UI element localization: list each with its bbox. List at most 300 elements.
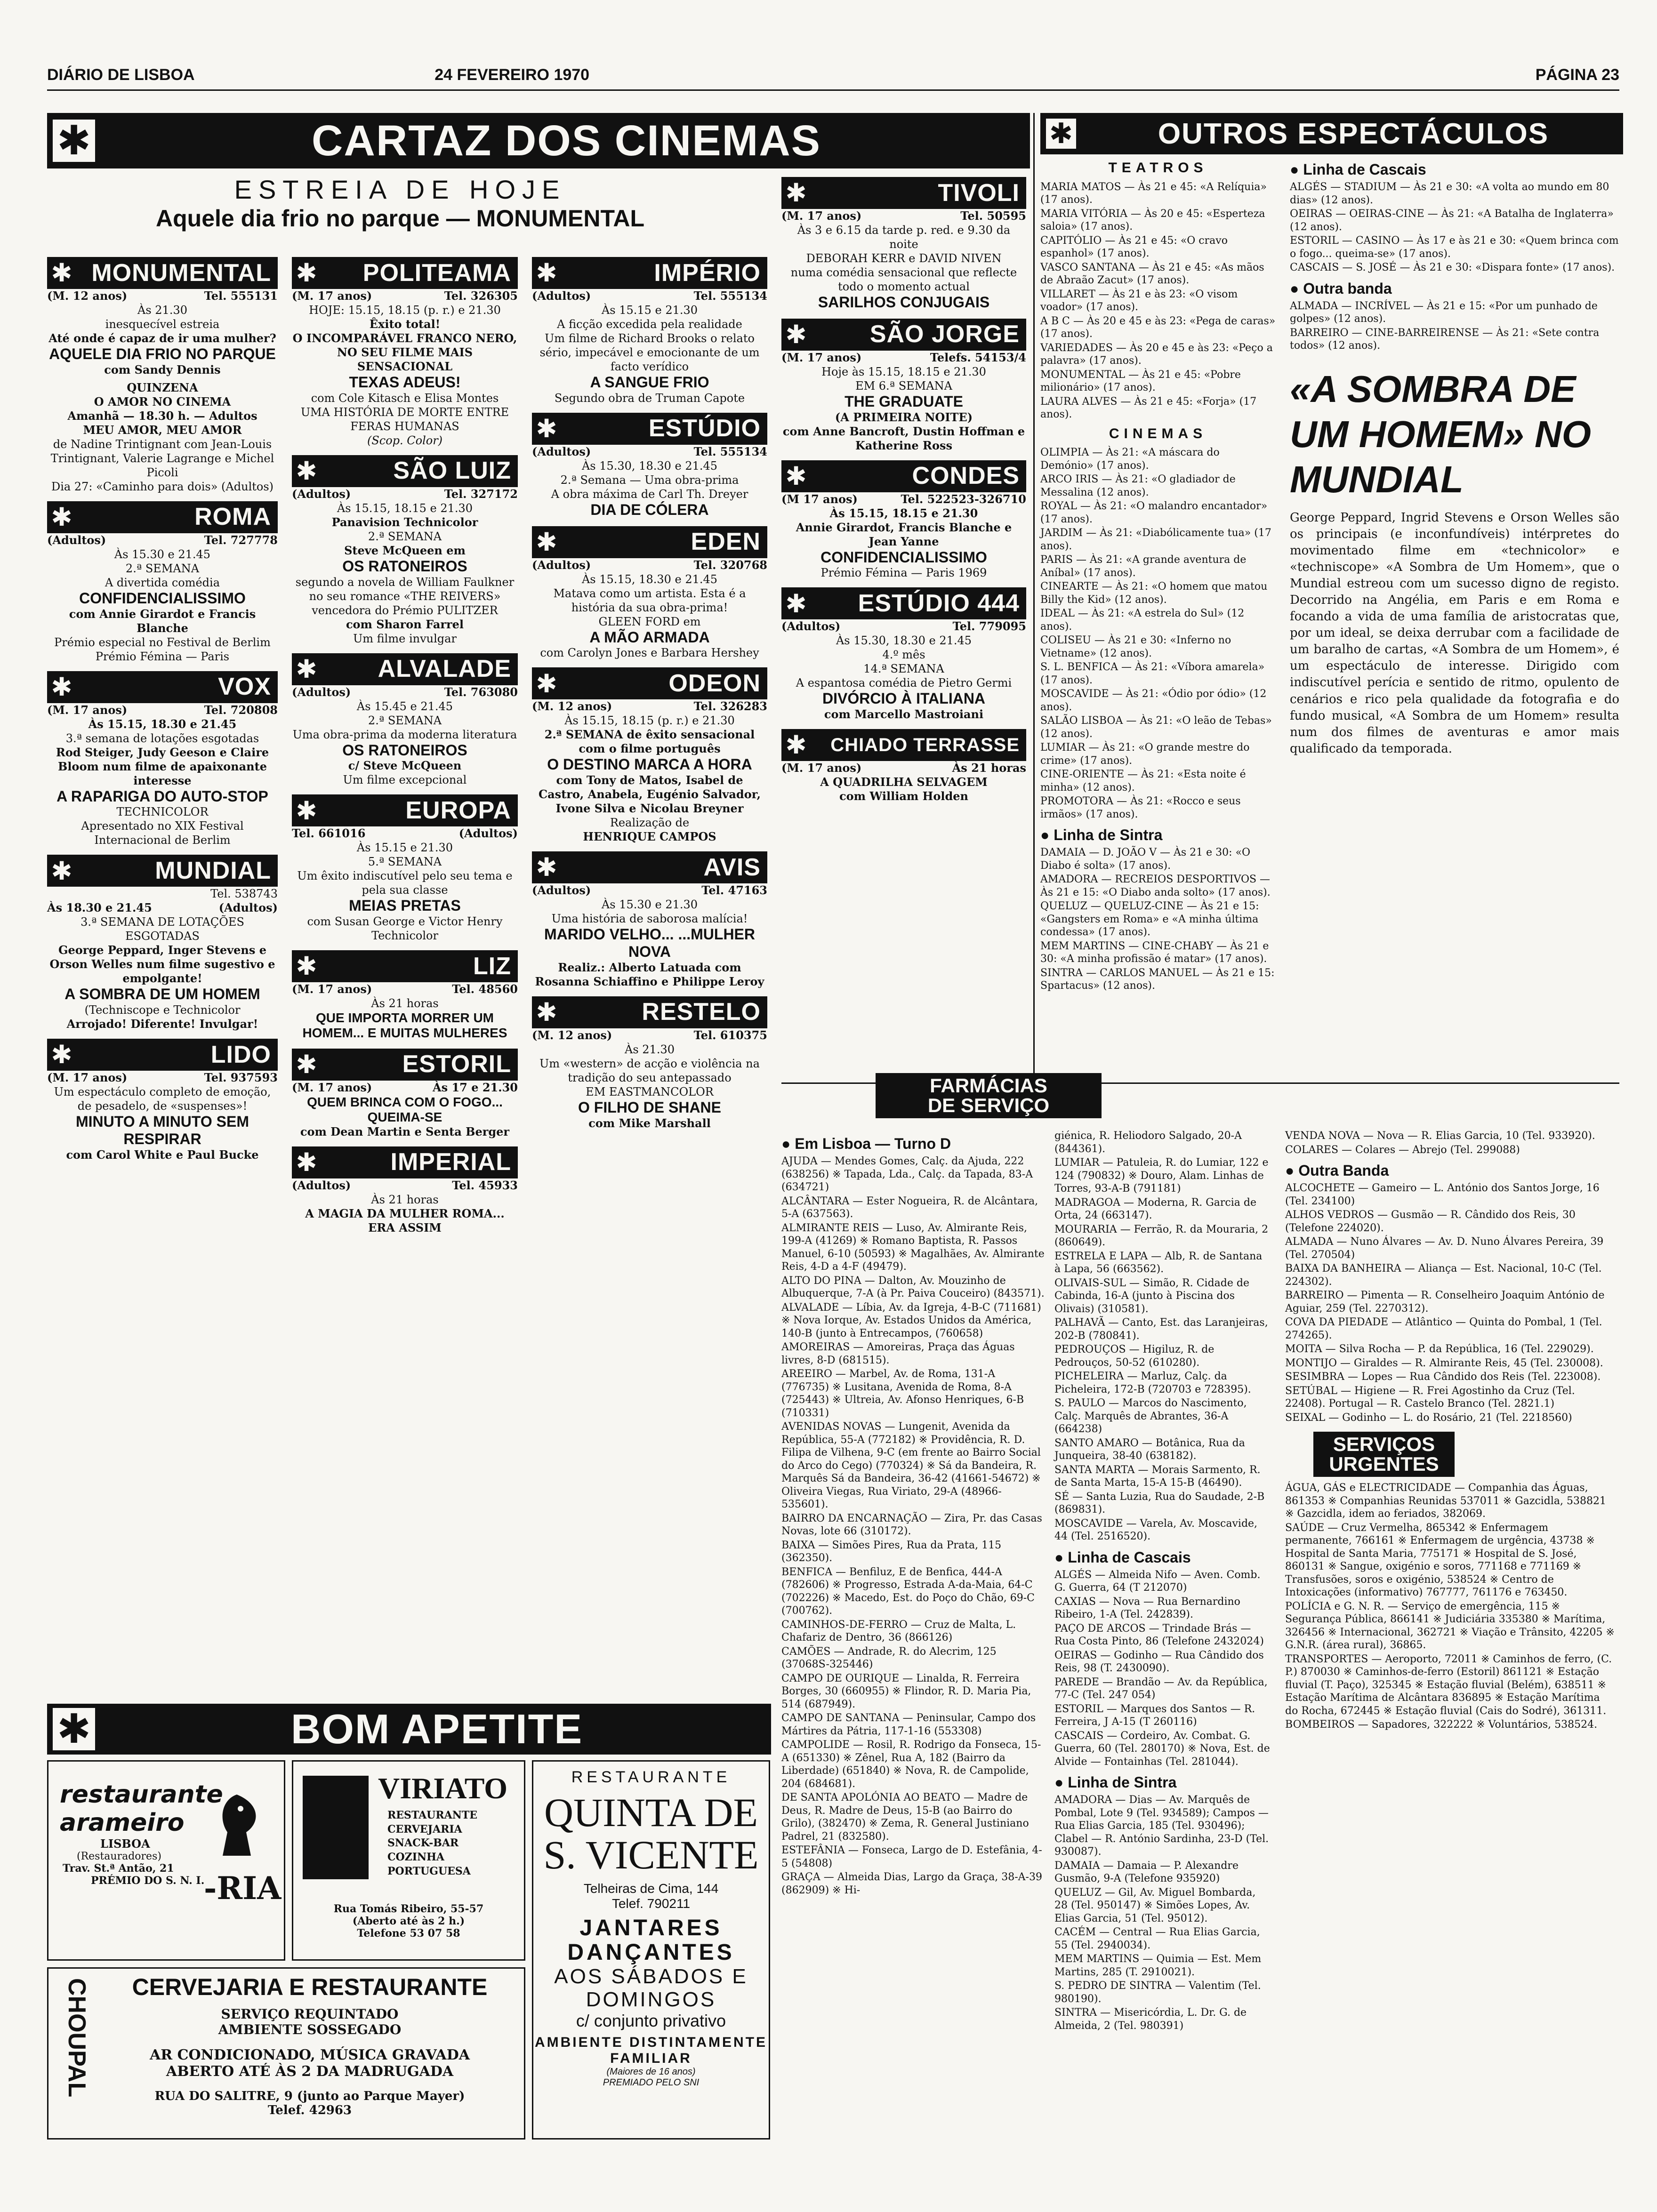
farmacia-entry: SEIXAL — Godinho — L. do Rosário, 21 (Tel. 2218560) <box>1285 1411 1572 1424</box>
film-cast: com Carol White e Paul Bucke <box>66 1147 259 1162</box>
farmacia-entry: CAMPO DE SANTANA — Peninsular, Campo dos Mártires da Pátria, 117-1-16 (553308) <box>781 1712 1036 1737</box>
cinema-meta: (Adultos) Tel. 45933 <box>292 1178 518 1192</box>
outros-banner <box>1040 113 1623 154</box>
film-title: AQUELE DIA FRIO NO PARQUE <box>49 345 276 362</box>
farmacia-entry: giénica, R. Heliodoro Salgado, 20-A (844361). <box>1054 1130 1242 1155</box>
film-cast: Segundo obra de Truman Capote <box>554 391 745 405</box>
cinema-meta: (M. 12 anos) Tel. 555131 <box>47 289 278 303</box>
showtimes: Às 15.15, 18.30 e 21.45 <box>581 572 718 586</box>
farmacia-entry: SINTRA — Misericórdia, L. Dr. G. de Almeida, 2 (Tel. 980391) <box>1054 2007 1247 2032</box>
cinema-entry: DAMAIA — D. JOÃO V — Às 21 e 30: «O Diabo é solta» (17 anos). <box>1040 847 1251 872</box>
farmacia-entry: OLIVAIS-SUL — Simão, R. Cidade de Cabinda, 16-A (junto à Piscina dos Olivais) (310581). <box>1054 1277 1249 1315</box>
estreia-block <box>47 174 753 232</box>
farmacia-entry: SANTO AMARO — Botânica, Rua da Junqueira, 38-40 (638182). <box>1054 1437 1245 1462</box>
cinema-meta: (Adultos) Tel. 555134 <box>532 444 767 458</box>
cinemas-title: CINEMAS <box>1109 425 1207 441</box>
cinema-meta: (M. 17 anos) Às 21 horas <box>781 761 1026 775</box>
note: Realização de <box>610 816 690 830</box>
phone: Tel. 538743 <box>210 887 278 901</box>
note: Um filme excepcional <box>343 773 467 787</box>
showtimes: Às 15.30 e 21.45 <box>114 547 211 561</box>
film-title: A QUADRILHA SELVAGEM <box>820 775 988 789</box>
cinema-header-estoril: ✱ ESTORIL <box>292 1049 518 1081</box>
asterisk-icon: ✱ <box>536 414 557 444</box>
note: Uma história de saborosa malícia! <box>551 912 748 926</box>
film-title: A MAGIA DA MULHER ROMA... ERA ASSIM <box>305 1206 505 1234</box>
linha-cascais-title: ● Linha de Cascais <box>1290 160 1619 179</box>
farmacia-entry: SESIMBRA — Lopes — Rua Cândido dos Reis (Tel. 223008). <box>1285 1371 1601 1383</box>
tagline: inesquecível estreia <box>105 318 220 331</box>
cinema-meta: (Adultos) Tel. 327172 <box>292 487 518 501</box>
outros-title: OUTROS ESPECTÁCULOS <box>1158 117 1549 150</box>
film-title: TEXAS ADEUS! <box>349 374 461 391</box>
servicos-list <box>1285 1482 1615 1731</box>
teatros-list <box>1040 181 1276 421</box>
cinema-meta: (M. 17 anos) Tel. 48560 <box>292 982 518 996</box>
asterisk-icon: ✱ <box>785 320 807 350</box>
note: Um «western» de acção e violência na tradição do seu antepassado <box>539 1057 760 1084</box>
cinema-entry: QUELUZ — QUELUZ-CINE — Às 21 e 15: «Gangsters em Roma» e «A minha última condessa» (17 anos). <box>1040 900 1259 938</box>
cinema-meta: (M 17 anos) Tel. 522523-326710 <box>781 492 1026 506</box>
outra-banda-title: ● Outra banda <box>1290 279 1619 298</box>
cinema-meta: (Adultos) Tel. 320768 <box>532 558 767 572</box>
outros-sintra-list <box>1040 846 1276 993</box>
farmacias-sintra-list <box>1054 1794 1271 2032</box>
servico-entry: POLÍCIA e G. N. R. — Serviço de emergência, 115 ※ Segurança Pública, 866141 ※ Judiciária 335380 ※ Marítima, 326456 ※ Internacional, 362721 ※ Viação e Trânsito, 42205 ※ G.N.R. (área rural), 36865. <box>1285 1600 1615 1651</box>
cinema-entry: CINE-ORIENTE — Às 21: «Esta noite é minha» (12 anos). <box>1040 769 1246 793</box>
bom-apetite-title: BOM APETITE <box>290 1706 583 1752</box>
farmacia-entry: CAXIAS — Nova — Rua Bernardino Ribeiro, 1-A (Tel. 242839). <box>1054 1595 1240 1620</box>
asterisk-icon: ✱ <box>536 527 557 557</box>
cinema-header-europa: ✱ EUROPA <box>292 794 518 826</box>
note: Prémio Fémina — Paris <box>95 649 230 663</box>
outros-cascais-list <box>1290 181 1619 274</box>
ad-cervejaria: CHOUPAL CERVEJARIA E RESTAURANTE SERVIÇO REQUINTADO AMBIENTE SOSSEGADO AR CONDICIONADO, MÚSICA GRAVADA ABERTO ATÉ ÀS 2 DA MADRUGADA RUA DO SALITRE, 9 (junto ao Parque Mayer) Telef. 42963 <box>47 1967 525 2140</box>
cinema-meta: (M. 17 anos) Às 17 e 21.30 <box>292 1080 518 1094</box>
ad-quinta-s-vicente: RESTAURANTE QUINTA DE S. VICENTE Telheiras de Cima, 144 Telef. 790211 JANTARES DANÇANTES AOS SÁBADOS E DOMINGOS c/ conjunto privativo AMBIENTE DISTINTAMENTE FAMILIAR (Maiores de 16 anos) PREMIADO PELO SNI <box>532 1760 770 2140</box>
cinema-entry: CASCAIS — S. JOSÉ — Às 21 e 30: «Dispara fonte» (17 anos). <box>1290 262 1615 273</box>
teatro-entry: MARIA MATOS — Às 21 e 45: «A Relíquia» (17 anos). <box>1040 181 1267 206</box>
farmacia-entry: PICHELEIRA — Marluz, Calç. da Picheleira, 172-B (720703 e 728395). <box>1054 1370 1251 1395</box>
film-title: O DESTINO MARCA A HORA <box>547 756 752 773</box>
film-title: MEIAS PRETAS <box>349 897 461 914</box>
cinema-meta: Tel. 661016 (Adultos) <box>292 826 518 841</box>
outros-banda-list <box>1290 300 1619 353</box>
cinema-header-restelo: ✱ RESTELO <box>532 996 767 1028</box>
film-cast: com William Holden <box>839 789 968 803</box>
film-title: DIA DE CÓLERA <box>590 501 709 518</box>
cinema-header-condes: ✱ CONDES <box>781 460 1026 492</box>
farmacia-entry: S. PEDRO DE SINTRA — Valentim (Tel. 980190). <box>1054 1980 1261 2005</box>
note: 3.ª SEMANA DE LOTAÇÕES ESGOTADAS <box>80 915 244 943</box>
film-title: QUE IMPORTA MORRER UM HOMEM... E MUITAS MULHERES <box>302 1010 507 1041</box>
paper-name: DIÁRIO DE LISBOA <box>47 66 195 84</box>
film-title: OS RATONEIROS <box>342 741 467 759</box>
cinema-header-odeon: ✱ ODEON <box>532 667 767 699</box>
note: Dia 27: «Caminho para dois» (Adultos) <box>51 480 274 493</box>
note: com Sharon Farrel <box>346 617 464 631</box>
cinema-entry: PARIS — Às 21: «A grande aventura de Aníbal» (17 anos). <box>1040 554 1247 579</box>
note: UMA HISTÓRIA DE MORTE ENTRE FERAS HUMANAS <box>300 405 509 433</box>
cinema-meta: (M. 12 anos) Tel. 326283 <box>532 699 767 713</box>
farmacia-entry: MEM MARTINS — Quimia — Est. Mem Martins, 285 (T. 2910021). <box>1054 1953 1262 1978</box>
ad-viriato: VIRIATO RESTAURANTE CERVEJARIA SNACK-BAR COZINHA PORTUGUESA Rua Tomás Ribeiro, 55-57 (Aberto até às 2 h.) Telefone 53 07 58 <box>292 1760 525 1961</box>
farmacia-entry: PEDROUÇOS — Higiluz, R. de Pedrouços, 50-52 (610280). <box>1054 1344 1215 1369</box>
cinema-meta: (Adultos) Tel. 727778 <box>47 533 278 547</box>
showtimes: Às 21.30 <box>625 1042 675 1056</box>
asterisk-icon: ✱ <box>296 456 317 486</box>
farmacia-entry: ALMADA — Nuno Álvares — Av. D. Nuno Álvares Pereira, 39 (Tel. 270504) <box>1285 1236 1604 1261</box>
cinema-entry: MEM MARTINS — CINE-CHABY — Às 21 e 30: «A minha profissão é matar» (17 anos). <box>1040 940 1269 965</box>
cinema-entry: SALÃO LISBOA — Às 21: «O leão de Tebas» (12 anos). <box>1040 715 1272 740</box>
cinema-meta: (M. 12 anos) Tel. 610375 <box>532 1028 767 1042</box>
showtimes: Às 15.15, 18.15 e 21.30 <box>337 501 473 515</box>
article-headline: «A SOMBRA DE UM HOMEM» NO MUNDIAL <box>1290 368 1591 500</box>
page-header <box>47 66 1619 91</box>
cinema-header-imperio: ✱ IMPÉRIO <box>532 257 767 289</box>
cinema-column-2 <box>292 249 518 1235</box>
film-cast: George Peppard, Inger Stevens e Orson Welles num filme sugestivo e empolgante! <box>49 943 275 986</box>
farmacia-entry: CAMPO DE OURIQUE — Linalda, R. Ferreira Borges, 30 (660955) ※ Flindor, R. D. Maria Pia, 514 (687949). <box>781 1672 1031 1710</box>
asterisk-icon: ✱ <box>51 258 72 288</box>
farmacias-cascais-list <box>1054 1569 1271 1769</box>
cinema-header-liz: ✱ LIZ <box>292 950 518 982</box>
outros-right <box>1290 155 1619 757</box>
asterisk-icon: ✱ <box>536 997 557 1027</box>
film-cast: com Anne Bancroft, Dustin Hoffman e Katherine Ross <box>782 424 1025 452</box>
note: segundo a novela de William Faulkner no seu romance «THE REIVERS» <box>295 575 515 603</box>
cinema-meta: (M. 17 anos) Tel. 937593 <box>47 1071 278 1085</box>
farmacia-entry: BAIXA DA BANHEIRA — Aliança — Est. Nacional, 10-C (Tel. 224302). <box>1285 1263 1602 1288</box>
asterisk-icon: ✱ <box>1046 119 1076 149</box>
note: 2.ª SEMANA <box>125 561 200 575</box>
showtimes: Às 15.15, 18.30 e 21.45 <box>88 717 237 731</box>
note: (A PRIMEIRA NOITE) <box>835 410 973 424</box>
farmacia-entry: SANTA MARTA — Morais Sarmento, R. de Santa Marta, 15-A 15-B (46490). <box>1054 1464 1261 1489</box>
note: Prémio especial no Festival de Berlim <box>54 635 271 649</box>
showtimes: Às 15.15 e 21.30 <box>356 841 453 855</box>
cinema-entry: PROMOTORA — Às 21: «Rocco e seus irmãos» (17 anos). <box>1040 795 1241 820</box>
note: 5.ª SEMANA <box>368 855 442 869</box>
note: numa comédia sensacional que reflecte todo o momento actual <box>790 266 1017 293</box>
cinema-entry: ARCO IRIS — Às 21: «O gladiador de Messalina (12 anos). <box>1040 473 1236 498</box>
cinema-header-monumental: ✱ MONUMENTAL <box>47 257 278 289</box>
farmacia-entry: COVA DA PIEDADE — Atlântico — Quinta do Pombal, 1 (Tel. 274265). <box>1285 1316 1602 1341</box>
column-rule <box>1033 113 1035 1082</box>
note: Um filme de Richard Brooks o relato sério, impecável e emocionante de um facto verídico <box>539 332 760 373</box>
rooster-icon <box>204 1790 270 1860</box>
farmacia-entry: ALMIRANTE REIS — Luso, Av. Almirante Reis, 199-A (41269) ※ Romano Baptista, R. Passos Manuel, 6-10 (50593) ※ Magalhães, Av. Almirante Reis, 4-D a 4-F (49479). <box>781 1222 1045 1273</box>
showtimes: Às 15.15 e 21.30 <box>601 304 698 317</box>
farmacia-entry: BAIRRO DA ENCARNAÇÃO — Zira, Pr. das Casas Novas, lote 66 (310172). <box>781 1512 1042 1537</box>
farmacia-entry: AMOREIRAS — Amoreiras, Praça das Águas livres, 8-D (681515). <box>781 1341 1015 1366</box>
farmacia-entry: AVENIDAS NOVAS — Lungenit, Avenida da República, 55-A (772182) ※ Providência, R. D. Filipa de Vilhena, 9-C (em frente ao Bairro Social do Arco do Cego) (770324) ※ Sá da Bandeira, R. Marquês Sá da Bandeira, 36-42 (41661-54672) ※ Oliveira Viegas, Rua Viriato, 29-A (48966-535601). <box>781 1421 1041 1510</box>
bom-apetite-banner <box>47 1704 771 1755</box>
cinema-column-4 <box>781 169 1026 803</box>
note: Apresentado no XIX Festival Internacional de Berlim <box>81 819 244 847</box>
estreia-title: ESTREIA DE HOJE <box>234 175 566 204</box>
farmacia-entry: ALGÉS — Almeida Nifo — Aven. Comb. G. Guerra, 64 (T 212070) <box>1054 1569 1261 1594</box>
estreia-subtitle: Aquele dia frio no parque — MONUMENTAL <box>156 205 644 232</box>
asterisk-icon: ✱ <box>785 730 807 760</box>
showtimes: Hoje às 15.15, 18.15 e 21.30 <box>821 365 986 378</box>
servico-entry: BOMBEIROS — Sapadores, 322222 ※ Voluntários, 538524. <box>1285 1719 1598 1731</box>
turno-title: ● Em Lisboa — Turno D <box>781 1134 1045 1153</box>
film-title: A SOMBRA DE UM HOMEM <box>64 986 260 1003</box>
note: Panavision Technicolor <box>331 515 478 529</box>
note: QUINZENA <box>127 380 198 394</box>
asterisk-icon: ✱ <box>51 1040 72 1070</box>
film-cast: com Tony de Matos, Isabel de Castro, Anabela, Eugénio Salvador, Ivone Silva e Nicolau Breyner <box>539 773 761 816</box>
farmacia-entry: CASCAIS — Cordeiro, Av. Combat. G. Guerra, 60 (Tel. 280170) ※ Nova, Est. de Alvide — Fontainhas (Tel. 281044). <box>1054 1730 1270 1768</box>
showtimes: Às 15.30 e 21.30 <box>601 898 698 912</box>
note: (Scop. Color) <box>367 433 443 447</box>
cinema-meta: (Adultos) Tel. 763080 <box>292 685 518 699</box>
farmacia-entry: ALCÂNTARA — Ester Nogueira, R. de Alcântara, 5-A (637563). <box>781 1195 1038 1220</box>
cinema-meta: (M. 17 anos) Telefs. 54153/4 <box>781 350 1026 364</box>
cinema-header-estudio444: ✱ ESTÚDIO 444 <box>781 587 1026 619</box>
film-title: O FILHO DE SHANE <box>578 1098 721 1116</box>
note: 2.ª Semana — Uma obra-prima <box>560 473 739 487</box>
note: A obra máxima de Carl Th. Dreyer <box>551 487 748 501</box>
showtimes: Às 21 horas <box>371 997 439 1010</box>
note: Um espectáculo completo de emoção, de pesadelo, de «suspenses»! <box>54 1085 271 1113</box>
cinema-meta: (Adultos) Tel. 47163 <box>532 883 767 898</box>
film-cast: com Cole Kitasch e Elisa Montes <box>311 391 499 405</box>
cinema-meta: (Adultos) Tel. 555134 <box>532 289 767 303</box>
farmacia-entry: S. PAULO — Marcos do Nascimento, Calç. Marquês de Abrantes, 36-A (664238) <box>1054 1397 1247 1435</box>
note: 2.ª SEMANA <box>368 529 442 543</box>
cartaz-banner <box>47 113 1030 168</box>
asterisk-icon: ✱ <box>296 1049 317 1079</box>
note: O INCOMPARÁVEL FRANCO NERO, NO SEU FILME MAIS SENSACIONAL <box>292 331 517 373</box>
note: Technicolor <box>371 929 438 943</box>
asterisk-icon: ✱ <box>785 178 807 208</box>
cinema-meta: (M. 17 anos) Tel. 720808 <box>47 703 278 717</box>
film-cast: Annie Girardot, Francis Blanche e Jean Yanne <box>796 520 1012 548</box>
cinema-header-tivoli: ✱ TIVOLI <box>781 177 1026 209</box>
farmacia-entry: CAMÕES — Andrade, R. do Alecrim, 125 (37068S-325446) <box>781 1645 997 1670</box>
servicos-title: SERVIÇOS URGENTES <box>1313 1432 1455 1477</box>
farm-sintra-title: ● Linha de Sintra <box>1054 1773 1271 1792</box>
farmacia-entry: DE SANTA APOLÓNIA AO BEATO — Madre de Deus, R. Madre de Deus, 15-B (ao Bairro do Grilo), (382470) ※ Zema, R. General Justiniano Padrel, 21 (832580). <box>781 1792 1029 1843</box>
farmacia-entry: GRAÇA — Almeida Dias, Largo da Graça, 38-A-39 (862909) ※ Hi- <box>781 1871 1042 1896</box>
linha-sintra-title: ● Linha de Sintra <box>1040 825 1276 844</box>
page-date: 24 FEVEREIRO 1970 <box>434 66 590 84</box>
film-title: MARIDO VELHO... ...MULHER NOVA <box>544 926 755 960</box>
farmacia-entry: AREEIRO — Marbel, Av. de Roma, 131-A (776735) ※ Lusitana, Avenida de Roma, 8-A (725443) ※ Ultreia, Av. Afonso Henriques, 6-B (710331) <box>781 1368 1024 1419</box>
asterisk-icon: ✱ <box>785 588 807 618</box>
film-cast: Realiz.: Alberto Latuada com Rosanna Schiaffino e Philippe Leroy <box>535 960 764 988</box>
farmacia-entry: MOITA — Silva Rocha — P. da República, 16 (Tel. 229029). <box>1285 1343 1594 1355</box>
cinema-header-lido: ✱ LIDO <box>47 1039 278 1071</box>
asterisk-icon: ✱ <box>296 1147 317 1178</box>
farmacia-entry: MONTIJO — Giraldes — R. Almirante Reis, 45 (Tel. 230008). <box>1285 1357 1603 1369</box>
servico-entry: ÁGUA, GÁS e ELECTRICIDADE — Companhia das Águas, 861353 ※ Companhias Reunidas 537011 ※ Gazcidla, 538821 ※ Gazcidla, idem ao feriados, 382069. <box>1285 1482 1606 1520</box>
asterisk-icon: ✱ <box>53 1708 95 1750</box>
cinema-column-1 <box>47 249 278 1162</box>
farmacia-entry: ESTORIL — Marques dos Santos — R. Ferreira, J A-15 (T 260116) <box>1054 1703 1255 1728</box>
farmacia-entry: ESTRELA E LAPA — Alb, R. de Santana à Lapa, 56 (663562). <box>1054 1250 1263 1275</box>
cinema-entry: OEIRAS — OEIRAS-CINE — Às 21: «A Batalha de Inglaterra» (12 anos). <box>1290 208 1614 233</box>
farmacias-lisboa-list <box>781 1155 1045 1897</box>
farmacias-col-c <box>1285 1130 1615 1732</box>
showtimes: HOJE: 15.15, 18.15 (p. r.) e 21.30 <box>309 304 501 317</box>
cinema-header-vox: ✱ VOX <box>47 671 278 703</box>
film-cast: c/ Steve McQueen <box>348 759 462 773</box>
note: Um filme invulgar <box>353 632 457 645</box>
note: EM EASTMANCOLOR <box>586 1085 714 1098</box>
showtimes: Às 15.45 e 21.45 <box>356 699 453 713</box>
teatro-entry: VARIEDADES — Às 20 e 45 e às 23: «Peço a palavra» (17 anos). <box>1040 342 1273 367</box>
showtimes: Às 15.30, 18.30 e 21.45 <box>581 459 718 473</box>
farmacia-entry: CAMINHOS-DE-FERRO — Cruz de Malta, L. Chafariz de Dentro, 36 (866126) <box>781 1619 1016 1643</box>
page-number: PÁGINA 23 <box>1535 66 1619 84</box>
cinema-header-politeama: ✱ POLITEAMA <box>292 257 518 289</box>
cinema-header-avis: ✱ AVIS <box>532 851 767 883</box>
film-cast: de Nadine Trintignant com Jean-Louis Trintignant, Valerie Lagrange e Michel Picoli <box>50 437 274 479</box>
teatro-entry: A B C — Às 20 e 45 e às 23: «Pega de caras» (17 anos). <box>1040 315 1276 340</box>
teatro-entry: VASCO SANTANA — Às 21 e 45: «As mãos de Abraão Zacut» (17 anos). <box>1040 261 1264 286</box>
cinemas-list <box>1040 446 1276 821</box>
cinema-entry: IDEAL — Às 21: «A estrela do Sul» (12 anos). <box>1040 608 1245 633</box>
note: 2.ª SEMANA <box>368 713 442 727</box>
film-cast: com Marcello Mastroiani <box>824 707 984 721</box>
cinema-entry: OLIMPIA — Às 21: «A máscara do Demónio» (17 anos). <box>1040 447 1220 472</box>
film-cast: Rod Steiger, Judy Geeson e Claire Bloom num filme de apaixonante interesse <box>56 745 269 787</box>
cinema-header-estudio: ✱ ESTÚDIO <box>532 413 767 445</box>
note: vencedora do Prémio PULITZER <box>312 603 498 617</box>
cinema-entry: ALGÉS — STADIUM — Às 21 e 30: «A volta ao mundo em 80 dias» (12 anos). <box>1290 181 1609 206</box>
farmacias-col-a <box>781 1130 1045 1898</box>
asterisk-icon: ✱ <box>536 852 557 882</box>
note: TECHNICOLOR <box>116 805 209 819</box>
showtimes: Às 21 horas <box>371 1193 439 1206</box>
note: A espantosa comédia de Pietro Germi <box>796 676 1012 690</box>
film-title: A RAPARIGA DO AUTO-STOP <box>56 787 268 805</box>
farmacia-entry: ESTEFÂNIA — Fonseca, Largo de D. Estefânia, 4-5 (54808) <box>781 1844 1042 1869</box>
note: 14.ª SEMANA <box>863 662 944 676</box>
farmacia-entry: MADRAGOA — Moderna, R. Garcia de Orta, 24 (663147). <box>1054 1196 1256 1221</box>
farmacias-col-b <box>1054 1130 1271 2033</box>
note: GLEEN FORD em <box>598 615 701 628</box>
film-title: MEU AMOR, MEU AMOR <box>83 423 242 437</box>
farmacias-sintra-list-2 <box>1285 1130 1615 1156</box>
showtimes: Às 15.15, 18.15 e 21.30 <box>829 506 978 520</box>
farmacia-entry: OEIRAS — Godinho — Rua Cândido dos Reis, 98 (T. 2430090). <box>1054 1649 1264 1674</box>
film-cast: com Dean Martin e Senta Berger <box>300 1124 510 1138</box>
asterisk-icon: ✱ <box>51 502 72 532</box>
farmacia-entry: DAMAIA — Damaia — P. Alexandre Gusmão, 9-A (Telefone 935920) <box>1054 1859 1239 1884</box>
note: A divertida comédia <box>105 576 220 589</box>
farmacia-entry: AJUDA — Mendes Gomes, Calç. da Ajuda, 222 (638256) ※ Tapada, Lda., Calç. da Tapada, 83-A (634721) <box>781 1155 1033 1193</box>
farmacia-entry: VENDA NOVA — Nova — R. Elias Garcia, 10 (Tel. 933920). <box>1285 1130 1595 1142</box>
cinema-header-mundial: ✱ MUNDIAL <box>47 855 278 887</box>
note: Arrojado! Diferente! Invulgar! <box>66 1017 258 1031</box>
film-title: THE GRADUATE <box>845 393 963 410</box>
note: Matava como um artista. Esta é a história da sua obra-prima! <box>553 586 746 614</box>
cinema-entry: ALMADA — INCRÍVEL — Às 21 e 15: «Por um punhado de golpes» (12 anos). <box>1290 300 1598 325</box>
note: HENRIQUE CAMPOS <box>583 830 716 844</box>
farmacia-entry: ALCOCHETE — Gameiro — L. António dos Santos Jorge, 16 (Tel. 234100) <box>1285 1182 1600 1207</box>
farmacia-entry: BENFICA — Benfiluz, E de Benfica, 444-A (782606) ※ Progresso, Estrada A-da-Maia, 64-C (702226) ※ Macedo, Est. do Poço do Chão, 69-C (700762). <box>781 1566 1035 1617</box>
asterisk-icon: ✱ <box>536 668 557 698</box>
asterisk-icon: ✱ <box>296 951 317 981</box>
farmacia-entry: PAÇO DE ARCOS — Trindade Brás — Rua Costa Pinto, 86 (Telefone 2432024) <box>1054 1622 1264 1647</box>
cinema-entry: ESTORIL — CASINO — Às 17 e às 21 e 30: «Quem brinca com o fogo... queima-se» (17 anos). <box>1290 235 1619 260</box>
cinema-header-eden: ✱ EDEN <box>532 526 767 558</box>
farmacias-lisboa-list-2 <box>1054 1130 1271 1543</box>
asterisk-icon: ✱ <box>536 258 557 288</box>
note: Êxito total! <box>369 317 441 331</box>
note: 3.ª semana de lotações esgotadas <box>65 731 259 745</box>
note: (Techniscope e Technicolor <box>84 1003 241 1017</box>
farmacia-entry: BAIXA — Simões Pires, Rua da Prata, 115 (362350). <box>781 1539 1002 1564</box>
farm-banda-title: ● Outra Banda <box>1285 1161 1615 1180</box>
cinema-meta: (M. 17 anos) Tel. 326305 <box>292 289 518 303</box>
asterisk-icon: ✱ <box>785 461 807 491</box>
film-title: A SANGUE FRIO <box>590 374 709 391</box>
farmacia-entry: AMADORA — Dias — Av. Marquês de Pombal, Lote 9 (Tel. 934589); Campos — Rua Elias Garcia, 185 (Tel. 930496); Clabel — R. António Sardinha, 23-D (Tel. 930087). <box>1054 1794 1269 1858</box>
note: Um êxito indiscutível pelo seu tema e pela sua classe <box>297 869 513 897</box>
film-cast: com Annie Girardot e Francis Blanche <box>69 607 256 635</box>
farmacia-entry: SÉ — Santa Luzia, Rua do Saudade, 2-B (869831). <box>1054 1491 1265 1515</box>
farmacias-banda-list <box>1285 1182 1615 1424</box>
film-title: CONFIDENCIALISSIMO <box>820 548 987 566</box>
cinema-header-saojorge: ✱ SÃO JORGE <box>781 319 1026 351</box>
farm-cascais-title: ● Linha de Cascais <box>1054 1548 1271 1567</box>
film-title: QUEM BRINCA COM O FOGO... QUEIMA-SE <box>307 1094 503 1124</box>
note: O AMOR NO CINEMA <box>94 394 231 409</box>
film-title: SARILHOS CONJUGAIS <box>818 294 990 311</box>
farmacia-entry: PALHAVÃ — Canto, Est. das Laranjeiras, 202-B (780841). <box>1054 1317 1268 1342</box>
cinema-meta: (Adultos) Tel. 779095 <box>781 619 1026 633</box>
note: A ficção excedida pela realidade <box>557 318 742 331</box>
cinema-header-imperial: ✱ IMPERIAL <box>292 1146 518 1178</box>
castle-icon <box>303 1776 369 1879</box>
asterisk-icon: ✱ <box>53 120 95 162</box>
note: Uma obra-prima da moderna literatura <box>292 728 517 741</box>
cinema-header-saoluiz: ✱ SÃO LUIZ <box>292 455 518 487</box>
cinema-entry: LUMIAR — Às 21: «O grande mestre do crime» (17 anos). <box>1040 742 1250 767</box>
farmacia-entry: MOURARIA — Ferrão, R. da Mouraria, 2 (860649). <box>1054 1223 1269 1248</box>
teatro-entry: MARIA VITÓRIA — Às 20 e 45: «Esperteza saloia» (17 anos). <box>1040 208 1265 232</box>
cinema-entry: JARDIM — Às 21: «Diabólicamente tua» (17 anos). <box>1040 527 1271 552</box>
cinema-entry: ROYAL — Às 21: «O malandro encantador» (17 anos). <box>1040 500 1268 525</box>
asterisk-icon: ✱ <box>296 795 317 825</box>
cinema-entry: CINEARTE — Às 21: «O homem que matou Billy the Kid» (12 anos). <box>1040 581 1268 606</box>
cinema-header-roma: ✱ ROMA <box>47 501 278 533</box>
asterisk-icon: ✱ <box>51 856 72 886</box>
farmacia-entry: BARREIRO — Pimenta — R. Conselheiro Joaquim António de Aguiar, 259 (Tel. 2270312). <box>1285 1290 1605 1314</box>
cartaz-title: CARTAZ DOS CINEMAS <box>311 116 821 165</box>
farmacia-entry: PAREDE — Brandão — Av. da República, 77-C (Tel. 247 054) <box>1054 1676 1268 1701</box>
note: EM 6.ª SEMANA <box>855 379 952 393</box>
cinema-meta: (M. 17 anos) Tel. 50595 <box>781 209 1026 223</box>
film-title: MINUTO A MINUTO SEM RESPIRAR <box>76 1113 249 1147</box>
film-cast: com Mike Marshall <box>588 1116 711 1130</box>
film-cast: Steve McQueen em <box>344 543 466 557</box>
film-cast: DEBORAH KERR e DAVID NIVEN <box>806 252 1002 265</box>
farmacia-entry: CAMPOLIDE — Rosil, R. Rodrigo da Fonseca, 15-A (651330) ※ Zênel, Rua A, 182 (Bairro da Liberdade) (651840) ※ Nova, R. de Campolide, 204 (684681). <box>781 1739 1041 1790</box>
film-title: A MÃO ARMADA <box>589 628 710 646</box>
note: Amanhã — 18.30 h. — Adultos <box>67 409 257 423</box>
outros-left <box>1040 155 1276 994</box>
asterisk-icon: ✱ <box>296 654 317 684</box>
film-cast: com Sandy Dennis <box>104 362 221 377</box>
farmacia-entry: ALVALADE — Líbia, Av. da Igreja, 4-B-C (711681) ※ Nova Iorque, Av. Estados Unidos da América, 140-B (junto à Entrecampos, (760658) <box>781 1301 1041 1339</box>
cinema-entry: AMADORA — RECREIOS DESPORTIVOS — Às 21 e 15: «O Diabo anda solto» (17 anos). <box>1040 874 1271 898</box>
